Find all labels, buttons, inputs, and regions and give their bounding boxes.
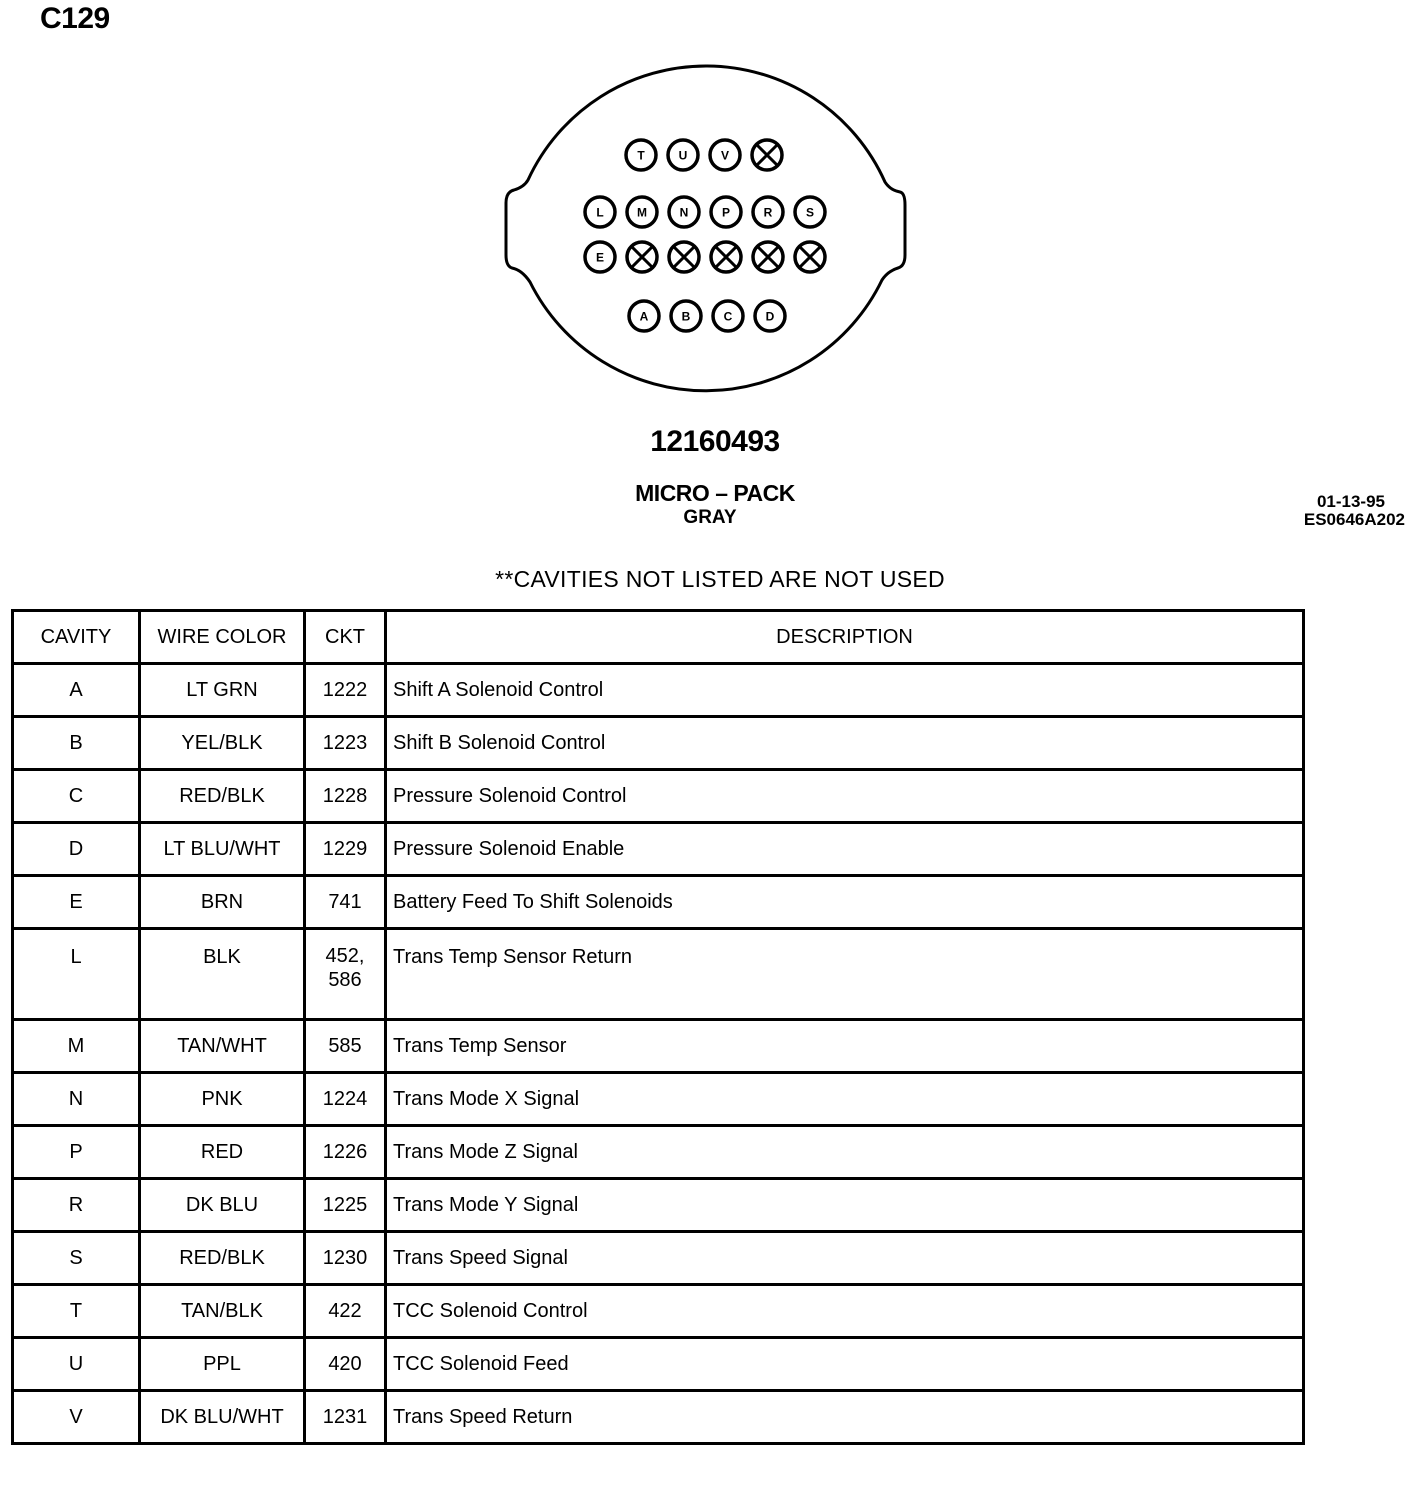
- cavity-cell: E: [13, 876, 140, 929]
- cavity-cell: P: [13, 1126, 140, 1179]
- connector-color: GRAY: [683, 507, 737, 528]
- cavity-cell: B: [13, 717, 140, 770]
- pinout-table: [11, 609, 1305, 1445]
- description-cell: Pressure Solenoid Control: [386, 770, 1304, 823]
- unused-cavity-x-mark: [758, 247, 779, 268]
- unused-cavity-pin: [752, 140, 782, 170]
- wire-color-cell: PNK: [140, 1073, 305, 1126]
- cavity-pin: [626, 140, 656, 170]
- cavity-cell: S: [13, 1232, 140, 1285]
- cavity-cell: U: [13, 1338, 140, 1391]
- table-row: [13, 1126, 1304, 1179]
- unused-cavity-pin: [627, 242, 657, 272]
- wire-color-cell: RED/BLK: [140, 1232, 305, 1285]
- cavity-label: A: [639, 309, 649, 324]
- ckt-cell: 1224: [305, 1073, 386, 1126]
- wire-color-cell: PPL: [140, 1338, 305, 1391]
- wire-color-cell: RED/BLK: [140, 770, 305, 823]
- ckt-cell: 422: [305, 1285, 386, 1338]
- wire-color-cell: BRN: [140, 876, 305, 929]
- cavity-label: D: [765, 309, 775, 324]
- table-row: [13, 1285, 1304, 1338]
- table-header-row: [13, 611, 1304, 664]
- table-row: [13, 1338, 1304, 1391]
- header-description: DESCRIPTION: [386, 611, 1304, 664]
- table-row: [13, 823, 1304, 876]
- cavity-cell: D: [13, 823, 140, 876]
- description-cell: Trans Speed Signal: [386, 1232, 1304, 1285]
- cavity-pins: [585, 140, 825, 331]
- ckt-cell: 585: [305, 1020, 386, 1073]
- table-row: [13, 717, 1304, 770]
- description-cell: TCC Solenoid Feed: [386, 1338, 1304, 1391]
- unused-cavities-note: **CAVITIES NOT LISTED ARE NOT USED: [495, 566, 945, 592]
- ckt-cell: 1223: [305, 717, 386, 770]
- unused-cavity-pin: [753, 242, 783, 272]
- unused-cavity-x-mark: [716, 247, 737, 268]
- cavity-label: L: [596, 205, 604, 220]
- cavity-cell: C: [13, 770, 140, 823]
- description-cell: Trans Mode Z Signal: [386, 1126, 1304, 1179]
- wire-color-cell: DK BLU: [140, 1179, 305, 1232]
- header-ckt: CKT: [305, 611, 386, 664]
- ckt-cell: 1228: [305, 770, 386, 823]
- ckt-cell: [305, 929, 386, 1020]
- ckt-cell: 1229: [305, 823, 386, 876]
- ckt-line: 452,: [325, 945, 365, 967]
- cavity-pin: [668, 140, 698, 170]
- table-row: [13, 1179, 1304, 1232]
- wire-color-cell: TAN/BLK: [140, 1285, 305, 1338]
- part-number: 12160493: [650, 425, 780, 458]
- header-cavity: CAVITY: [13, 611, 140, 664]
- cavity-label: T: [637, 148, 645, 163]
- description-cell: Trans Mode Y Signal: [386, 1179, 1304, 1232]
- cavity-pin: [585, 242, 615, 272]
- cavity-label: S: [805, 205, 815, 220]
- cavity-label: P: [721, 205, 731, 220]
- cavity-pin: [629, 301, 659, 331]
- description-cell: Trans Mode X Signal: [386, 1073, 1304, 1126]
- wire-color-cell: YEL/BLK: [140, 717, 305, 770]
- cavity-pin: [711, 197, 741, 227]
- cavity-cell: R: [13, 1179, 140, 1232]
- cavity-pin: [753, 197, 783, 227]
- unused-cavity-x-mark: [800, 247, 821, 268]
- unused-cavity-pin: [795, 242, 825, 272]
- cavity-label: V: [720, 148, 730, 163]
- wire-color-cell: LT BLU/WHT: [140, 823, 305, 876]
- cavity-pin: [755, 301, 785, 331]
- description-cell: Trans Speed Return: [386, 1391, 1304, 1444]
- table-row: [13, 664, 1304, 717]
- cavity-cell: N: [13, 1073, 140, 1126]
- cavity-pin: [585, 197, 615, 227]
- description-cell: Battery Feed To Shift Solenoids: [386, 876, 1304, 929]
- drawing-code: ES0646A202: [1303, 510, 1405, 529]
- wire-color-cell: LT GRN: [140, 664, 305, 717]
- wire-color-cell: TAN/WHT: [140, 1020, 305, 1073]
- cavity-label: N: [679, 205, 689, 220]
- table-row: [13, 770, 1304, 823]
- ckt-cell: 1225: [305, 1179, 386, 1232]
- description-cell: Trans Temp Sensor: [386, 1020, 1304, 1073]
- description-cell: Pressure Solenoid Enable: [386, 823, 1304, 876]
- unused-cavity-x-mark: [674, 247, 695, 268]
- cavity-pin: [713, 301, 743, 331]
- ckt-cell: 1226: [305, 1126, 386, 1179]
- table-row: [13, 1391, 1304, 1444]
- cavity-cell: T: [13, 1285, 140, 1338]
- cavity-cell: A: [13, 664, 140, 717]
- cavity-cell: V: [13, 1391, 140, 1444]
- cavity-pin: [710, 140, 740, 170]
- wire-color-cell: DK BLU/WHT: [140, 1391, 305, 1444]
- unused-cavity-x-mark: [632, 247, 653, 268]
- header-wire-color: WIRE COLOR: [140, 611, 305, 664]
- table-row: [13, 1232, 1304, 1285]
- table-row: [13, 876, 1304, 929]
- table-row: [13, 1073, 1304, 1126]
- wire-color-cell: BLK: [140, 929, 305, 1020]
- connector-series: MICRO – PACK: [635, 480, 795, 506]
- connector-housing-outline: [506, 66, 905, 391]
- drawing-date: 01-13-95: [1316, 492, 1385, 511]
- description-cell: Trans Temp Sensor Return: [386, 929, 1304, 1020]
- description-cell: Shift B Solenoid Control: [386, 717, 1304, 770]
- cavity-label: U: [678, 148, 688, 163]
- connector-face-diagram: [0, 0, 1424, 420]
- ckt-cell: 1231: [305, 1391, 386, 1444]
- ckt-line: 586: [328, 969, 362, 991]
- cavity-pin: [795, 197, 825, 227]
- unused-cavity-pin: [711, 242, 741, 272]
- cavity-label: M: [637, 205, 647, 220]
- cavity-pin: [627, 197, 657, 227]
- ckt-cell: 1230: [305, 1232, 386, 1285]
- description-cell: Shift A Solenoid Control: [386, 664, 1304, 717]
- description-cell: TCC Solenoid Control: [386, 1285, 1304, 1338]
- cavity-cell: M: [13, 1020, 140, 1073]
- unused-cavity-pin: [669, 242, 699, 272]
- table-row: [13, 929, 1304, 1020]
- cavity-label: E: [595, 250, 605, 265]
- cavity-label: R: [763, 205, 773, 220]
- cavity-pin: [671, 301, 701, 331]
- ckt-cell: 1222: [305, 664, 386, 717]
- table-row: [13, 1020, 1304, 1073]
- ckt-cell: 741: [305, 876, 386, 929]
- cavity-pin: [669, 197, 699, 227]
- cavity-label: C: [723, 309, 733, 324]
- connector-id: C129: [40, 2, 110, 35]
- cavity-label: B: [681, 309, 691, 324]
- ckt-cell: 420: [305, 1338, 386, 1391]
- unused-cavity-x-mark: [757, 145, 778, 166]
- wire-color-cell: RED: [140, 1126, 305, 1179]
- cavity-cell: L: [13, 929, 140, 1020]
